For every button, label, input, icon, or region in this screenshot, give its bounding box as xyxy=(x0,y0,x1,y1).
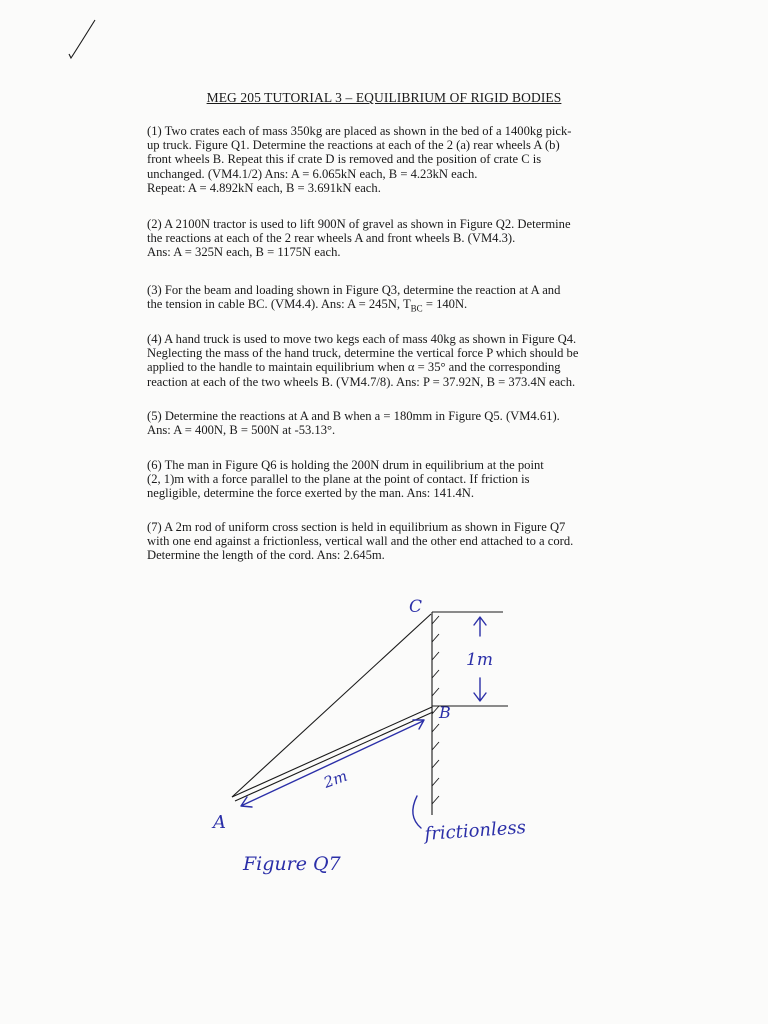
question-line: the reactions at each of the 2 rear wheels A and front wheels B. (VM4.3). xyxy=(147,231,516,246)
dimension-1m-label: 1m xyxy=(466,650,493,670)
page-title: MEG 205 TUTORIAL 3 – EQUILIBRIUM OF RIGID BODIES xyxy=(206,90,562,105)
up-arrow-icon xyxy=(474,617,486,636)
question-line: front wheels B. Repeat this if crate D is removed and the position of crate C is xyxy=(147,152,542,167)
point-b-label: B xyxy=(439,703,451,722)
figure-caption: Figure Q7 xyxy=(243,853,341,875)
question-line: Repeat: A = 4.892kN each, B = 3.691kN each. xyxy=(147,180,381,195)
question-line: unchanged. (VM4.1/2) Ans: A = 6.065kN each, B = 4.23kN each. xyxy=(147,166,478,181)
question-7 xyxy=(147,520,647,563)
question-line: with one end against a frictionless, vertical wall and the other end attached to a cord. xyxy=(147,534,574,549)
question-2 xyxy=(147,217,647,260)
question-line: (7) A 2m rod of uniform cross section is held in equilibrium as shown in Figure Q7 xyxy=(147,520,566,534)
question-line: (1) Two crates each of mass 350kg are placed as shown in the bed of a 1400kg pick- xyxy=(147,124,572,138)
point-a-label: A xyxy=(213,812,226,833)
question-line: (6) The man in Figure Q6 is holding the 200N drum in equilibrium at the point xyxy=(147,458,544,472)
question-1 xyxy=(147,124,647,195)
question-line: (2, 1)m with a force parallel to the plane at the point of contact. If friction is xyxy=(147,472,530,487)
question-line: (4) A hand truck is used to move two kegs each of mass 40kg as shown in Figure Q4. xyxy=(147,332,577,346)
dimension-2m-label: 2m xyxy=(321,766,350,792)
question-4 xyxy=(147,332,647,389)
question-text: the tension in cable BC. (VM4.4). Ans: A = 245N, T xyxy=(147,297,411,312)
question-line: Ans: A = 400N, B = 500N at -53.13°. xyxy=(147,423,336,438)
question-line: Determine the length of the cord. Ans: 2.645m. xyxy=(147,548,385,563)
question-line: (2) A 2100N tractor is used to lift 900N of gravel as shown in Figure Q2. Determine xyxy=(147,217,571,231)
wall-hatching xyxy=(432,616,439,804)
cord-line xyxy=(232,614,431,797)
frictionless-note: frictionless xyxy=(423,816,527,845)
question-line: up truck. Figure Q1. Determine the reactions at each of the 2 (a) rear wheels A (b) xyxy=(147,138,560,153)
question-line: reaction at each of the two wheels B. (VM4.7/8). Ans: P = 37.92N, B = 373.4N each. xyxy=(147,374,576,389)
question-line: (5) Determine the reactions at A and B when a = 180mm in Figure Q5. (VM4.61). xyxy=(147,409,560,423)
question-line: Ans: A = 325N each, B = 1175N each. xyxy=(147,245,341,260)
check-mark-icon xyxy=(55,12,105,62)
question-text: = 140N. xyxy=(425,297,468,312)
subscript-bc: BC xyxy=(410,303,423,314)
question-line: negligible, determine the force exerted by the man. Ans: 141.4N. xyxy=(147,486,474,501)
figure-q7-diagram xyxy=(195,590,555,890)
down-arrow-icon xyxy=(474,678,486,701)
question-line: Neglecting the mass of the hand truck, determine the vertical force P which should be xyxy=(147,346,579,361)
question-line xyxy=(147,297,647,316)
question-3 xyxy=(147,283,647,316)
question-line: (3) For the beam and loading shown in Figure Q3, determine the reaction at A and xyxy=(147,283,561,297)
point-c-label: C xyxy=(409,597,423,617)
note-pointer xyxy=(413,796,421,828)
question-line: applied to the handle to maintain equilibrium when α = 35° and the corresponding xyxy=(147,360,561,375)
question-5 xyxy=(147,409,647,437)
question-6 xyxy=(147,458,647,501)
